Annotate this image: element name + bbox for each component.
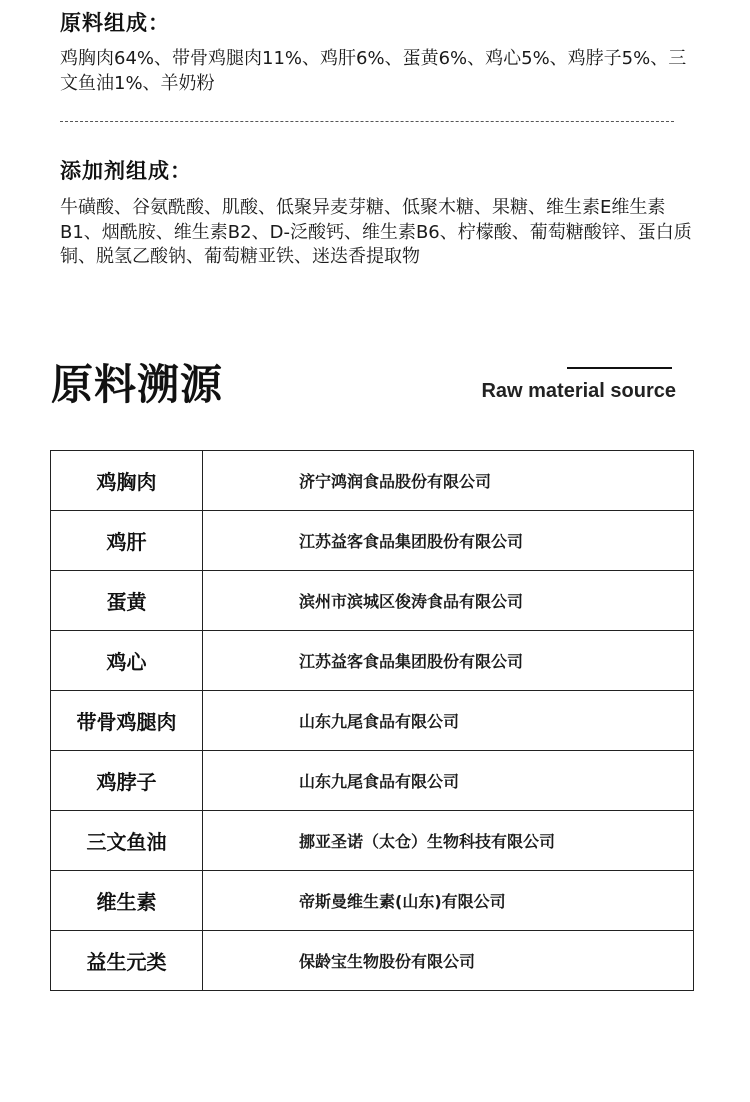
- supplier-cell: 山东九尾食品有限公司: [203, 751, 694, 811]
- material-cell: 蛋黄: [51, 571, 203, 631]
- supplier-cell: 江苏益客食品集团股份有限公司: [203, 511, 694, 571]
- table-row: [51, 691, 694, 751]
- traceability-title: 原料溯源: [51, 360, 224, 409]
- supplier-cell: 江苏益客食品集团股份有限公司: [203, 631, 694, 691]
- table-row: [51, 631, 694, 691]
- traceability-subtitle: Raw material source: [481, 380, 676, 402]
- table-row: [51, 511, 694, 571]
- material-cell: 鸡心: [51, 631, 203, 691]
- supplier-cell: 保龄宝生物股份有限公司: [203, 931, 694, 991]
- material-cell: 鸡肝: [51, 511, 203, 571]
- material-cell: 鸡胸肉: [51, 451, 203, 511]
- dashed-divider: [60, 121, 674, 122]
- additives-text: 牛磺酸、谷氨酰酸、肌酸、低聚异麦芽糖、低聚木糖、果糖、维生素E维生素B1、烟酰胺、维生素B2、D-泛酸钙、维生素B6、柠檬酸、葡萄糖酸锌、蛋白质铜、脱氢乙酸钠、葡萄糖亚铁、迷迭香提取物: [60, 197, 692, 267]
- supplier-cell: 帝斯曼维生素(山东)有限公司: [203, 871, 694, 931]
- table-row: [51, 451, 694, 511]
- material-cell: 带骨鸡腿肉: [51, 691, 203, 751]
- supplier-cell: 挪亚圣诺（太仓）生物科技有限公司: [203, 811, 694, 871]
- supplier-cell: 山东九尾食品有限公司: [203, 691, 694, 751]
- material-cell: 维生素: [51, 871, 203, 931]
- ingredients-heading: 原料组成：: [60, 11, 170, 35]
- additives-heading: 添加剂组成：: [60, 159, 192, 183]
- supplier-cell: 滨州市滨城区俊涛食品有限公司: [203, 571, 694, 631]
- material-cell: 益生元类: [51, 931, 203, 991]
- table-row: [51, 871, 694, 931]
- material-cell: 三文鱼油: [51, 811, 203, 871]
- source-table: [50, 450, 694, 991]
- subtitle-rule: [567, 367, 672, 369]
- table-row: [51, 571, 694, 631]
- table-row: [51, 811, 694, 871]
- material-cell: 鸡脖子: [51, 751, 203, 811]
- table-row: [51, 931, 694, 991]
- supplier-cell: 济宁鸿润食品股份有限公司: [203, 451, 694, 511]
- table-row: [51, 751, 694, 811]
- ingredients-text: 鸡胸肉64%、带骨鸡腿肉11%、鸡肝6%、蛋黄6%、鸡心5%、鸡脖子5%、三文鱼油1%、羊奶粉: [60, 48, 687, 94]
